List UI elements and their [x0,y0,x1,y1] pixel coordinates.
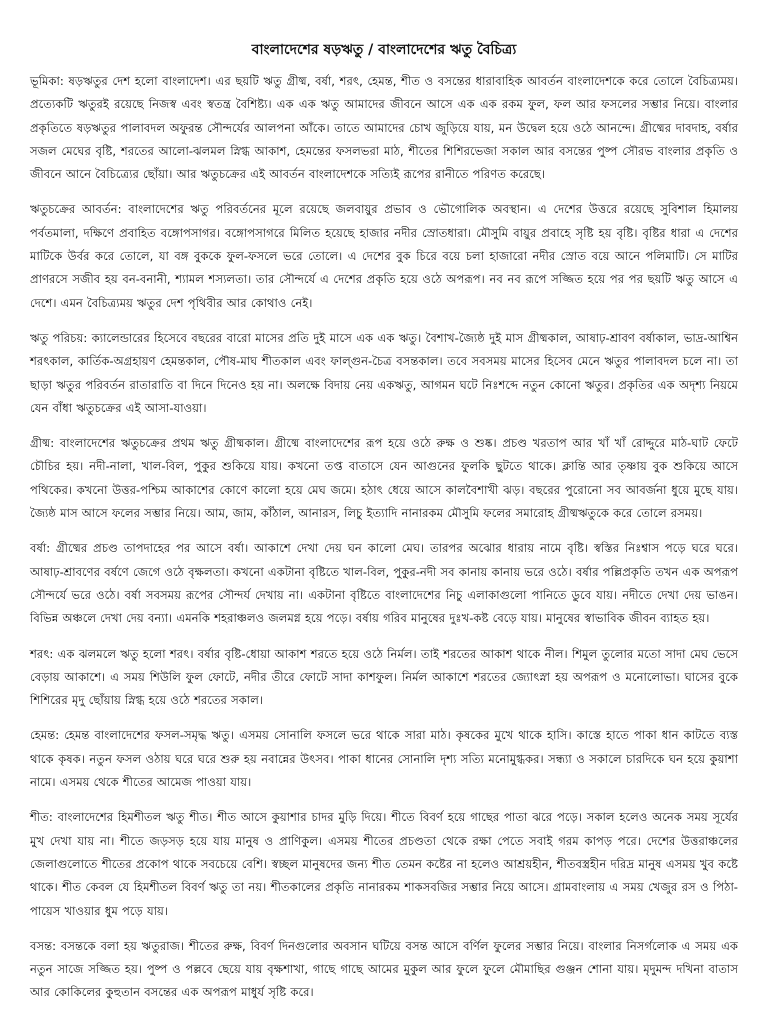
paragraph-text: বাংলাদেশের হিমশীতল ঋতু শীত। শীত আসে কুয়াশার চাদর মুড়ি দিয়ে। শীতে বিবর্ণ হয়ে গাছের পাতা ঝরে পড়ে। সকাল হলেও অনেক সময় সূর্যের মুখ দেখা যায় না। শীতে জড়সড় হয়ে যায় মানুষ ও প্রাণিকুল। এসময় শীতের প্রচণ্ডতা থেকে রক্ষা পেতে সবাই গরম কাপড় পরে। দেশের উত্তরাঞ্চলের জেলাগুলোতে শীতের প্রকোপ থাকে সবচেয়ে বেশি। স্বচ্ছল মানুষদের জন্য শীত তেমন কষ্টের না হলেও আশ্রয়হীন, শীতবস্ত্রহীন দরিদ্র মানুষ এসময় খুব কষ্টে থাকে। শীত কেবল যে হিমশীতল বিবর্ণ ঋতু তা নয়। শীতকালের প্রকৃতি নানারকম শাকসবজির সম্ভার নিয়ে আসে। গ্রামবাংলায় এ সময় খেজুর রস ও পিঠা-পায়েস খাওয়ার ধুম পড়ে যায়। [30,810,738,918]
paragraph-season-intro [30,327,738,420]
paragraph-late-autumn [30,724,738,794]
paragraph-heading: গ্রীষ্ম: [30,436,55,451]
paragraph-spring [30,935,738,1005]
paragraph-text: গ্রীষ্মের প্রচণ্ড তাপদাহের পর আসে বর্ষা। আকাশে দেখা দেয় ঘন কালো মেঘ। তারপর অঝোর ধারায় নামে বৃষ্টি। স্বস্তির নিঃশ্বাস পড়ে ঘরে ঘরে। আষাঢ়-শ্রাবণের বর্ষণে জেগে ওঠে বৃক্ষলতা। কখনো একটানা বৃষ্টিতে খাল-বিল, পুকুর-নদী সব কানায় কানায় ভরে ওঠে। বর্ষার পল্লিপ্রকৃতি তখন এক অপরূপ সৌন্দর্যে ভরে ওঠে। বর্ষা সবসময় রূপের সৌন্দর্য দেখায় না। একটানা বৃষ্টিতে বাংলাদেশের নিচু এলাকাগুলো পানিতে ডুবে যায়। নদীতে দেখা দেয় ভাঙন। বিভিন্ন অঞ্চলে দেখা দেয় বন্যা। এমনকি শহরাঞ্চলও জলমগ্ন হয়ে পড়ে। বর্ষায় গরিব মানুষের দুঃখ-কষ্ট বেড়ে যায়। মানুষের স্বাভাবিক জীবন ব্যাহত হয়। [30,541,738,626]
paragraph-text: বসন্তকে বলা হয় ঋতুরাজ। শীতের রুক্ষ, বিবর্ণ দিনগুলোর অবসান ঘটিয়ে বসন্ত আসে বর্ণিল ফুলের সম্ভার নিয়ে। বাংলার নিসর্গলোক এ সময় এক নতুন সাজে সজ্জিত হয়। পুষ্প ও পল্লবে ছেয়ে যায় বৃক্ষশাখা, গাছে গাছে আমের মুকুল আর ফুলে ফুলে মৌমাছির গুঞ্জন শোনা যায়। মৃদুমন্দ দখিনা বাতাস আর কোকিলের কুহুতান বসন্তের এক অপরূপ মাধুর্য সৃষ্টি করে। [30,938,738,1000]
paragraph-heading: ভূমিকা: [30,74,64,88]
paragraph-text: ক্যালেন্ডারের হিসেবে বছরের বারো মাসের প্রতি দুই মাসে এক এক ঋতু। বৈশাখ-জ্যৈষ্ঠ দুই মাস গ্রীষ্মকাল, আষাঢ়-শ্রাবণ বর্ষাকাল, ভাদ্র-আশ্বিন শরৎকাল, কার্তিক-অগ্রহায়ণ হেমন্তকাল, পৌষ-মাঘ শীতকাল এবং ফাল্গুন-চৈত্র বসন্তকাল। তবে সবসময় মাসের হিসেব মেনে ঋতুর পালাবদল চলে না। তা ছাড়া ঋতুর পরিবর্তন রাতারাতি বা দিনে দিনেও হয় না। অলক্ষে বিদায় নেয় একঋতু, আগমন ঘটে নিঃশব্দে নতুন কোনো ঋতুর। প্রকৃতির এক অদৃশ্য নিয়মে যেন বাঁধা ঋতুচক্রের এই আসা-যাওয়া। [30,330,738,415]
paragraph-monsoon [30,537,738,630]
paragraph-season-cycle [30,198,738,314]
paragraph-introduction [30,70,738,186]
paragraph-text: বাংলাদেশের ঋতুচক্রের প্রথম ঋতু গ্রীষ্মকাল। গ্রীষ্মে বাংলাদেশের রূপ হয়ে ওঠে রুক্ষ ও শুষ্ক। প্রচণ্ড খরতাপ আর খাঁ খাঁ রোদ্দুরে মাঠ-ঘাট ফেটে চৌচির হয়। নদী-নালা, খাল-বিল, পুকুর শুকিয়ে যায়। কখনো তপ্ত বাতাসে যেন আগুনের ফুলকি ছুটতে থাকে। ক্লান্তি আর তৃষ্ণায় বুক শুকিয়ে আসে পথিকের। কখনো উত্তর-পশ্চিম আকাশের কোণে কালো হয়ে মেঘ জমে। হঠাৎ ধেয়ে আসে কালবৈশাখী ঝড়। বছরের পুরোনো সব আবর্জনা ধুয়ে মুছে যায়। জ্যৈষ্ঠ মাস আসে ফলের সম্ভার নিয়ে। আম, জাম, কাঁঠাল, আনারস, লিচু ইত্যাদি নানারকম মৌসুমি ফলের সমারোহ গ্রীষ্মঋতুকে করে তোলে রসময়। [30,436,738,521]
paragraph-heading: হেমন্ত: [30,728,60,743]
paragraph-text: হেমন্ত বাংলাদেশের ফসল-সমৃদ্ধ ঋতু। এসময় সোনালি ফসলে ভরে থাকে সারা মাঠ। কৃষকের মুখে থাকে হাসি। কাস্তে হাতে পাকা ধান কাটতে ব্যস্ত থাকে কৃষক। নতুন ফসল ওঠায় ঘরে ঘরে শুরু হয় নবান্নের উৎসব। পাকা ধানের সোনালি দৃশ্য সত্যি মনোমুগ্ধকর। সন্ধ্যা ও সকালে চারদিকে ঘন হয়ে কুয়াশা নামে। এসময় থেকে শীতের আমেজ পাওয়া যায়। [30,728,738,790]
paragraph-heading: শরৎ: [30,646,54,661]
paragraph-text: বাংলাদেশের ঋতু পরিবর্তনের মূলে রয়েছে জলবায়ুর প্রভাব ও ভৌগোলিক অবস্থান। এ দেশের উত্তরে রয়েছে সুবিশাল হিমালয় পর্বতমালা, দক্ষিণে প্রবাহিত বঙ্গোপসাগর। বঙ্গোপসাগরে মিলিত হয়েছে হাজার নদীর স্রোতধারা। মৌসুমি বায়ুর প্রবাহে সৃষ্টি হয় বৃষ্টি। বৃষ্টির ধারা এ দেশের মাটিকে উর্বর করে তোলে, যা বঙ্গ বুককে ফুল-ফসলে ভরে তোলে। এ দেশের বুক চিরে বয়ে চলা হাজারো নদীর স্রোত বয়ে আনে পলিমাটি। সে মাটির প্রাণরসে সজীব হয় বন-বনানী, শ্যামল শস্যলতা। তার সৌন্দর্যে এ দেশের প্রকৃতি হয়ে ওঠে অপরূপ। নব নব রূপে সজ্জিত হয়ে পর পর ছয়টি ঋতু আসে এ দেশে। এমন বৈচিত্র্যময় ঋতুর দেশ পৃথিবীর আর কোথাও নেই। [30,202,738,310]
document-title: বাংলাদেশের ষড়ঋতু / বাংলাদেশের ঋতু বৈচিত্র্য [251,42,517,58]
paragraph-heading: শীত: [30,810,53,825]
paragraph-heading: বসন্ত: [30,938,57,953]
paragraph-text: ষড়ঋতুর দেশ হলো বাংলাদেশ। এর ছয়টি ঋতু গ্রীষ্ম, বর্ষা, শরৎ, হেমন্ত, শীত ও বসন্তের ধারাবাহিক আবর্তন বাংলাদেশকে করে তোলে বৈচিত্র্যময়। প্রত্যেকটি ঋতুরই রয়েছে নিজস্ব এবং স্বতন্ত্র বৈশিষ্ট্য। এক এক ঋতু আমাদের জীবনে আসে এক এক রকম ফুল, ফল আর ফসলের সম্ভার নিয়ে। বাংলার প্রকৃতিতে ষড়ঋতুর পালাবদল অফুরন্ত সৌন্দর্যের আলপনা আঁকে। তাতে আমাদের চোখ জুড়িয়ে যায়, মন উদ্বেল হয়ে ওঠে আনন্দে। গ্রীষ্মের দাবদাহ, বর্ষার সজল মেঘের বৃষ্টি, শরতের আলো-ঝলমল স্নিগ্ধ আকাশ, হেমন্তের ফসলভরা মাঠ, শীতের শিশিরভেজা সকাল আর বসন্তের পুষ্প সৌরভ বাংলার প্রকৃতি ও জীবনে আনে বৈচিত্র্যের ছোঁয়া। আর ঋতুচক্রের এই আবর্তন বাংলাদেশকে সত্যিই রূপের রানীতে পরিণত করেছে। [30,74,738,182]
paragraph-text: এক ঝলমলে ঋতু হলো শরৎ। বর্ষার বৃষ্টি-ধোয়া আকাশ শরতে হয়ে ওঠে নির্মল। তাই শরতের আকাশ থাকে নীল। শিমুল তুলোর মতো সাদা মেঘ ভেসে বেড়ায় আকাশে। এ সময় শিউলি ফুল ফোটে, নদীর তীরে ফোটে সাদা কাশফুল। নির্মল আকাশে শরতের জ্যোৎস্না হয় অপরূপ ও মনোলোভা। ঘাসের বুকে শিশিরের মৃদু ছোঁয়ায় স্নিগ্ধ হয়ে ওঠে শরতের সকাল। [30,646,738,708]
paragraph-autumn [30,643,738,713]
paragraph-heading: ঋতু পরিচয়: [30,330,88,345]
paragraph-heading: বর্ষা: [30,541,51,556]
paragraph-winter [30,806,738,922]
paragraph-heading: ঋতুচক্রের আবর্তন: [30,202,122,217]
paragraph-summer [30,432,738,525]
